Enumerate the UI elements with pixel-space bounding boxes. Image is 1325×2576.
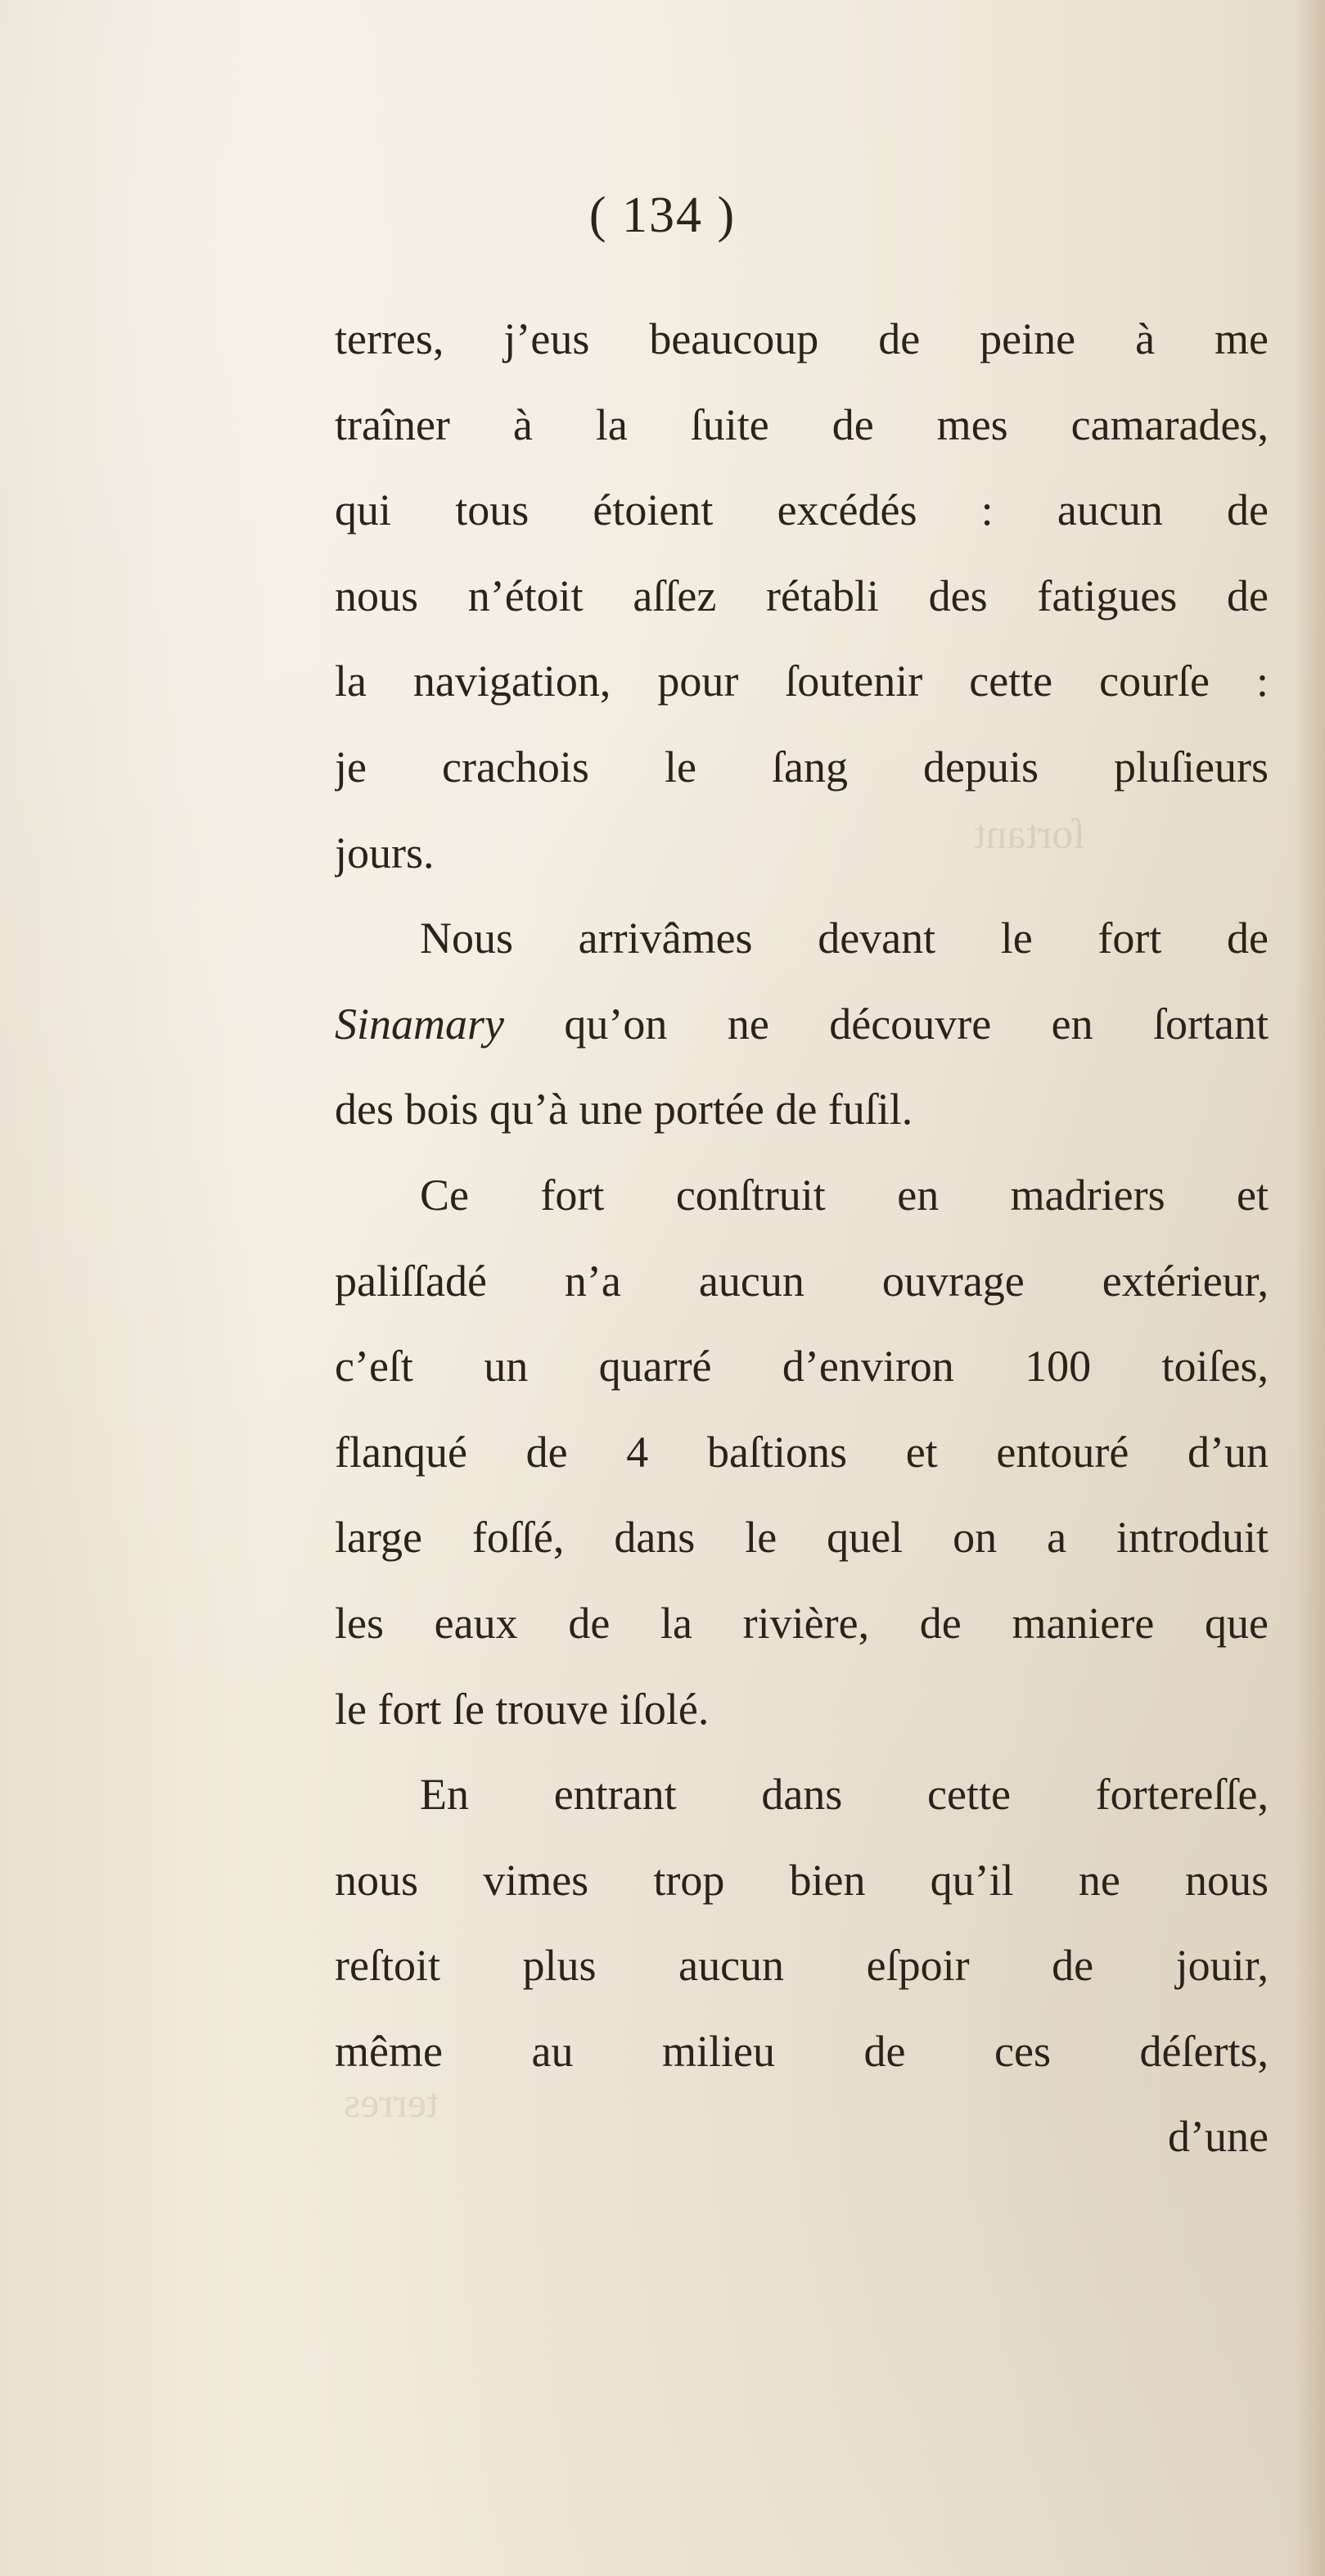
text-line: Nous arrivâmes devant le fort de	[420, 914, 1269, 963]
page-number: ( 134 )	[588, 187, 737, 243]
catchword: d’une	[1168, 2112, 1269, 2162]
italic-place-name: Sinamary	[335, 999, 504, 1049]
bleed-through-text: ſortant	[974, 811, 1085, 858]
text-line: jours.	[335, 828, 435, 877]
bleed-through-text: terres	[344, 2080, 439, 2127]
text-line: même au milieu de ces déſerts,	[335, 2026, 1269, 2076]
text-line	[335, 981, 1269, 1067]
text-line: nous vimes trop bien qu’il ne nous	[335, 1855, 1269, 1905]
text-line: Ce fort conſtruit en madriers et	[420, 1170, 1269, 1220]
text-line: traîner à la ſuite de mes camarades,	[335, 399, 1269, 449]
text-line: la navigation, pour ſoutenir cette courſe :	[335, 656, 1269, 706]
text-line: En entrant dans cette fortereſſe,	[420, 1770, 1269, 1820]
text-line: nous n’étoit aſſez rétabli des fatigues de	[335, 571, 1269, 620]
text-line: terres, j’eus beaucoup de peine à me	[335, 314, 1269, 363]
page-edge-shadow	[1294, 0, 1325, 2576]
text-line: flanqué de 4 baſtions et entouré d’un	[335, 1427, 1269, 1477]
text-line: des bois qu’à une portée de fuſil.	[335, 1085, 913, 1135]
text-span: qu’on ne découvre en ſortant	[503, 999, 1269, 1049]
body-text	[335, 296, 1269, 2180]
text-line: les eaux de la rivière, de maniere que	[335, 1598, 1269, 1648]
text-line: large foſſé, dans le quel on a introduit	[335, 1513, 1269, 1563]
text-line: je crachois le ſang depuis pluſieurs	[335, 742, 1269, 792]
text-line: le fort ſe trouve iſolé.	[335, 1684, 710, 1734]
text-line: reſtoit plus aucun eſpoir de jouir,	[335, 1941, 1269, 1991]
text-line: paliſſadé n’a aucun ouvrage extérieur,	[335, 1256, 1269, 1306]
text-line: c’eſt un quarré d’environ 100 toiſes,	[335, 1342, 1269, 1392]
text-line: qui tous étoient excédés : aucun de	[335, 485, 1269, 535]
